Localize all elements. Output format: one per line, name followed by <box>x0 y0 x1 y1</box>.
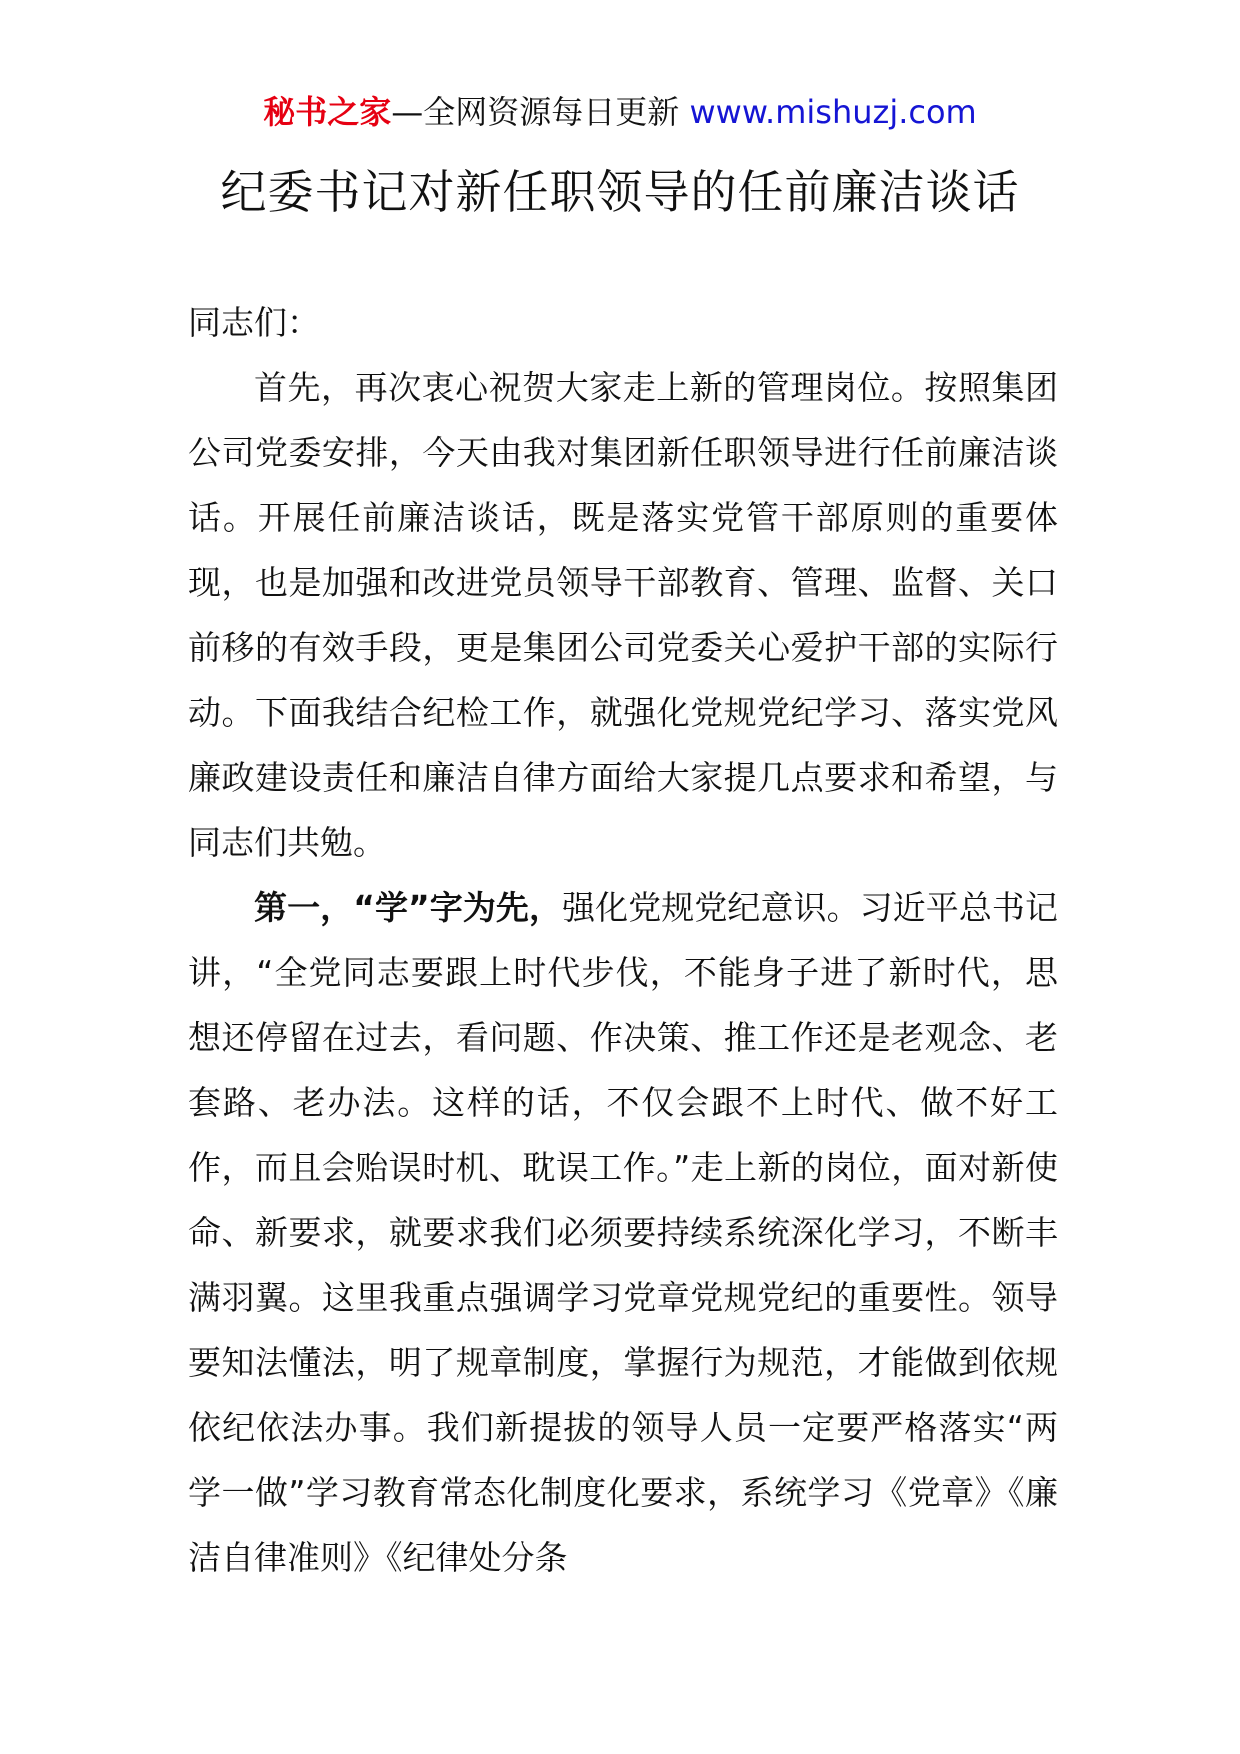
document-body <box>188 290 1058 1590</box>
document-title: 纪委书记对新任职领导的任前廉洁谈话 <box>220 165 1020 219</box>
site-header <box>0 92 1240 132</box>
site-url-link[interactable]: www.mishuzj.com <box>689 93 977 131</box>
paragraph-first-point-text: 强化党规党纪意识。习近平总书记讲，“全党同志要跟上时代步伐，不能身子进了新时代，思想还停留在过去，看问题、作决策、推工作还是老观念、老套路、老办法。这样的话，不仅会跟不上时代、做不好工作，而且会贻误时机、耽误工作。”走上新的岗位，面对新使命、新要求，就要求我们必须要持续系统深化学习，不断丰满羽翼。这里我重点强调学习党章党规党纪的重要性。领导要知法懂法，明了规章制度，掌握行为规范，才能做到依规依纪依法办事。我们新提拔的领导人员一定要严格落实“两学一做”学习教育常态化制度化要求，系统学习《党章》《廉洁自律准则》《纪律处分条 <box>188 888 1059 1577</box>
header-slogan: —全网资源每日更新 <box>391 93 680 131</box>
salutation: 同志们： <box>188 303 320 342</box>
brand-name: 秘书之家 <box>263 93 392 131</box>
paragraph-intro: 首先，再次衷心祝贺大家走上新的管理岗位。按照集团公司党委安排，今天由我对集团新任职领导进行任前廉洁谈话。开展任前廉洁谈话，既是落实党管干部原则的重要体现，也是加强和改进党员领导干部教育、管理、监督、关口前移的有效手段，更是集团公司党委关心爱护干部的实际行动。下面我结合纪检工作，就强化党规党纪学习、落实党风廉政建设责任和廉洁自律方面给大家提几点要求和希望，与同志们共勉。 <box>188 368 1058 862</box>
paragraph-lead-heading: 第一，“学”字为先， <box>254 888 563 927</box>
paragraph-first-point <box>188 875 1058 1590</box>
